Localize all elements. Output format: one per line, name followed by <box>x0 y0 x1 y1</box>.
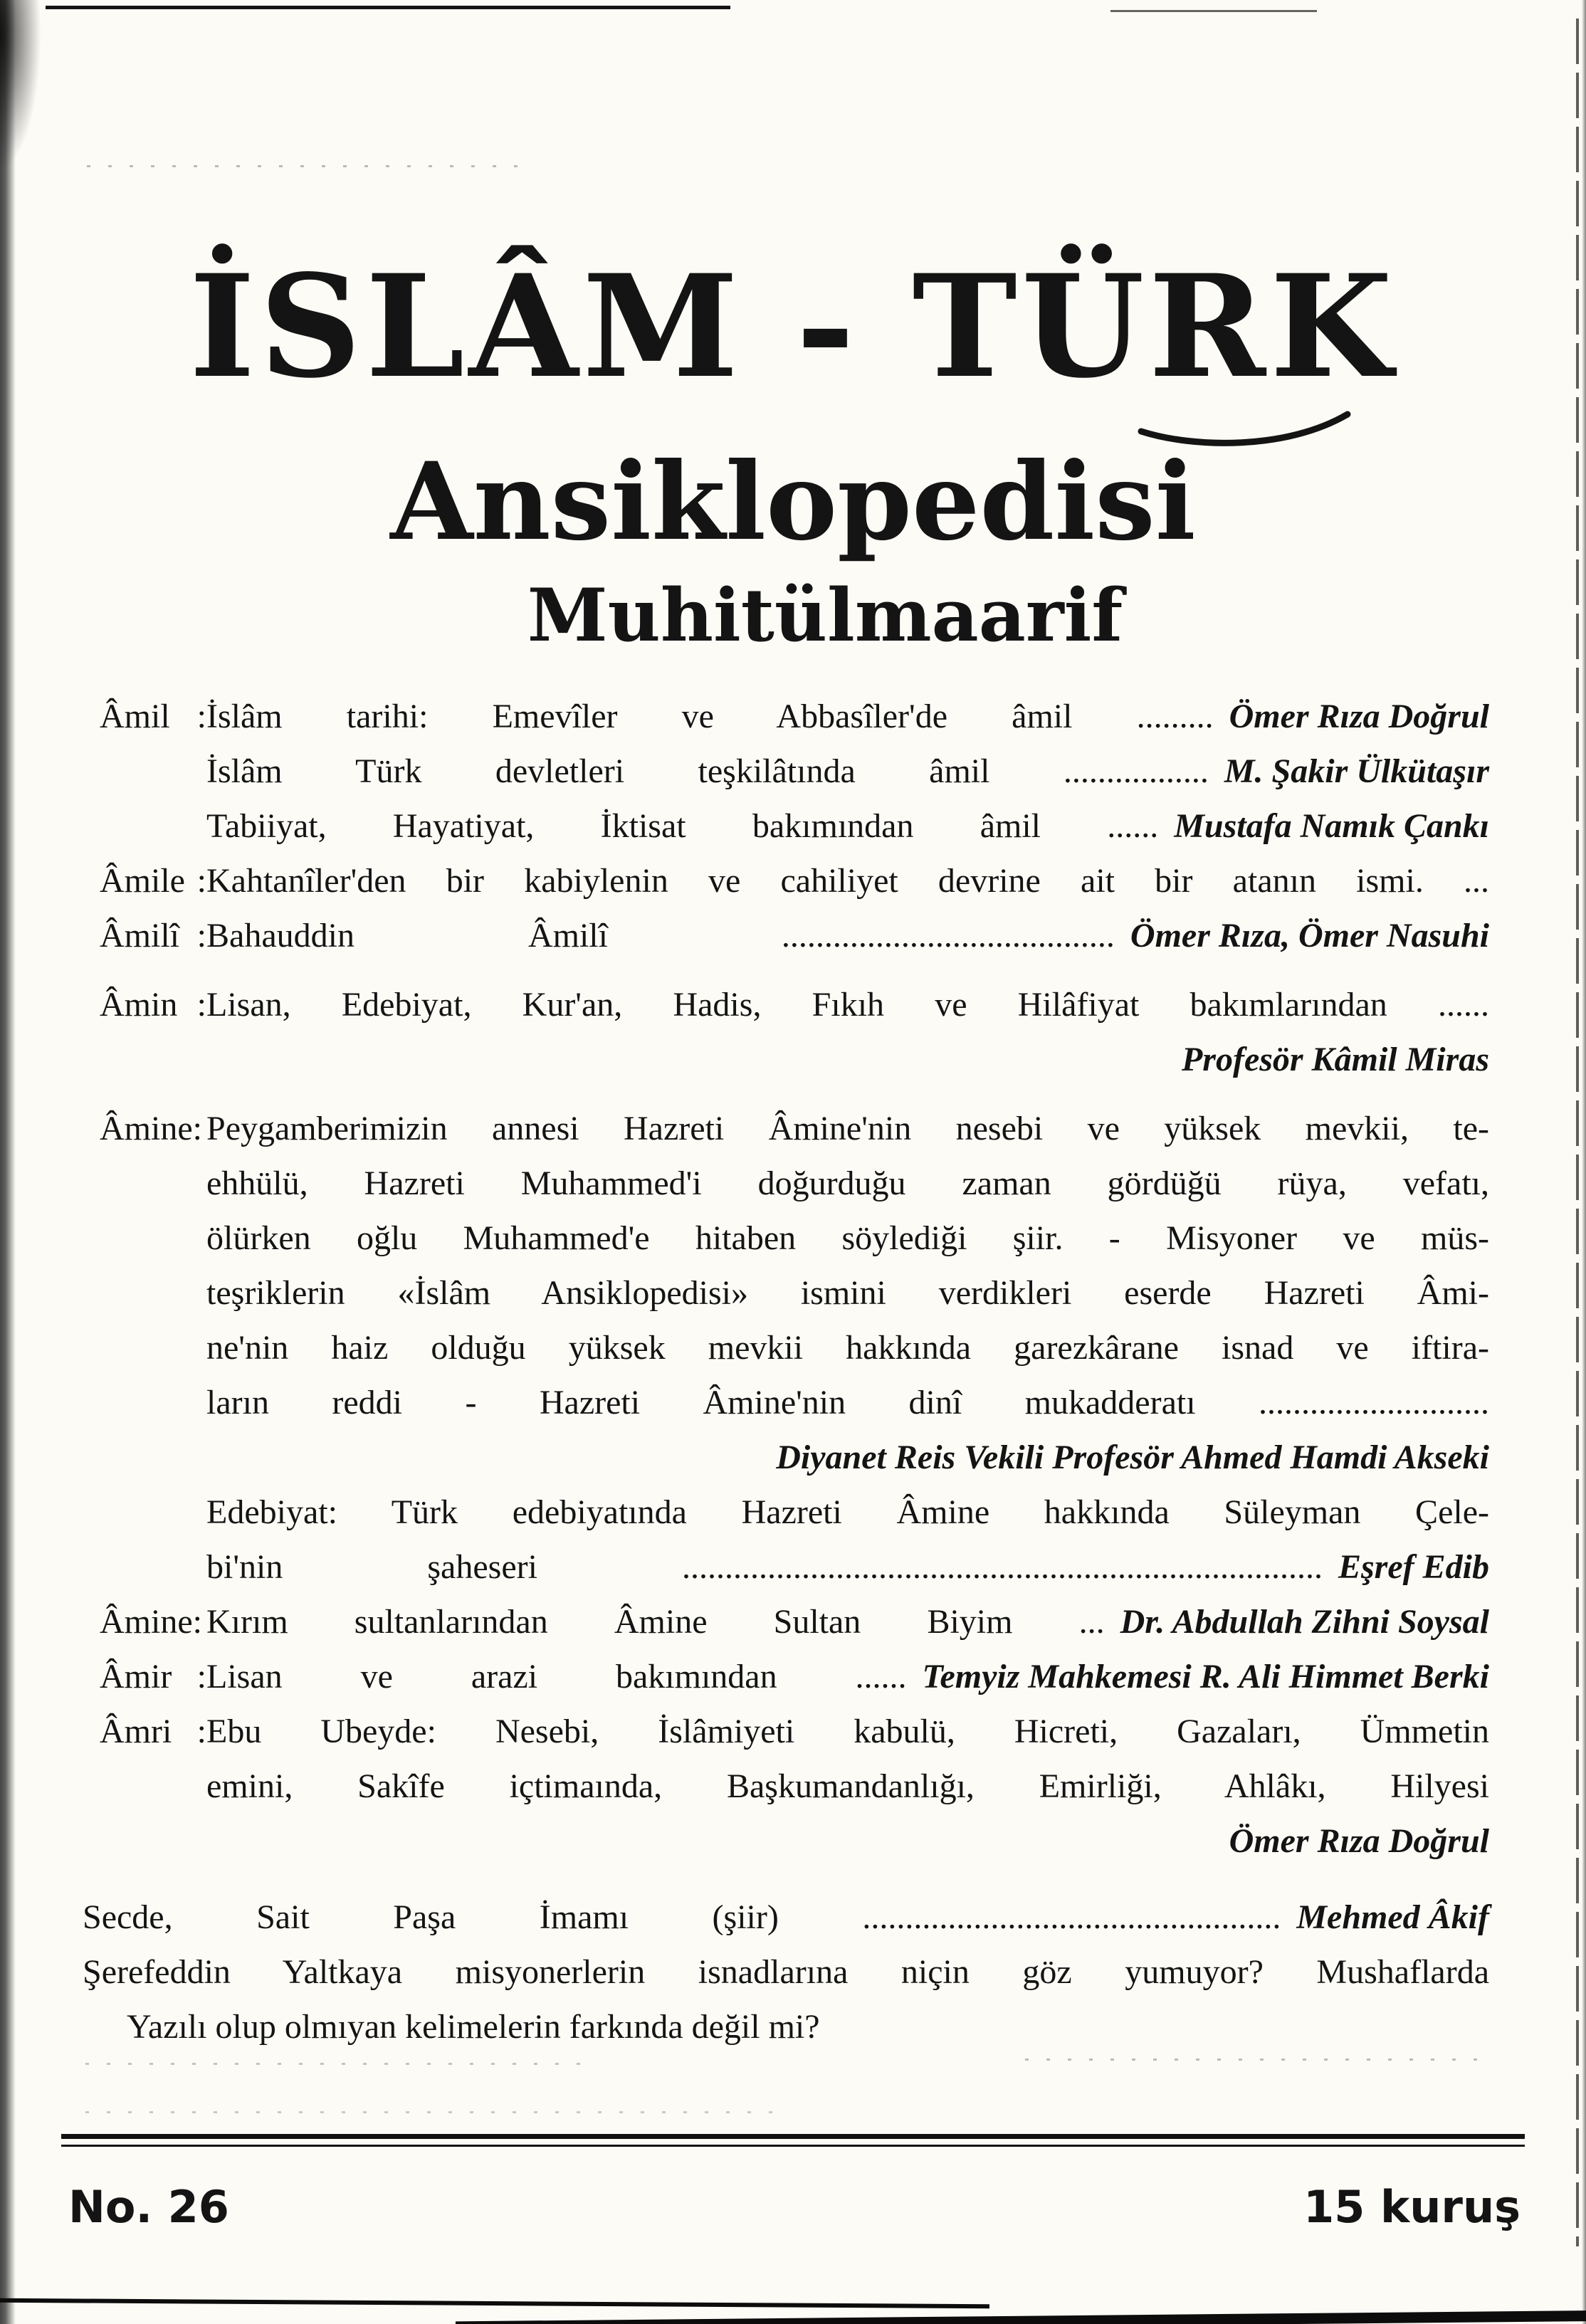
toc-line <box>100 689 1489 744</box>
closing-text: Yazılı olup olmıyan kelimelerin farkında değil mi? <box>127 2008 820 2046</box>
toc-text: Lisan ve arazi bakımından ...... <box>206 1658 907 1695</box>
toc-text: Kahtanîler'den bir kabiylenin ve cahiliyet devrine ait bir atanın ismi. ... <box>206 862 1489 900</box>
footer <box>68 2181 1521 2233</box>
toc-line <box>100 1649 1489 1704</box>
toc-line <box>100 1814 1489 1868</box>
scan-bottom-edge <box>0 2298 989 2309</box>
toc-line <box>100 1266 1489 1320</box>
price-label: 15 kuruş <box>1303 2181 1521 2233</box>
closing-block <box>83 1890 1489 2054</box>
toc-line <box>100 1759 1489 1814</box>
toc-text: Lisan, Edebiyat, Kur'an, Hadis, Fıkıh ve Hilâfiyat bakımlarından ...... <box>206 986 1489 1024</box>
toc-line <box>100 1485 1489 1540</box>
scan-bottom-edge <box>456 2310 1586 2324</box>
toc-author: Eşref Edib <box>1338 1548 1489 1586</box>
closing-line <box>83 1890 1489 1945</box>
toc-author: Diyanet Reis Vekili Profesör Ahmed Hamdi Akseki <box>776 1439 1489 1476</box>
toc-text: Bahauddin Âmilî ....................................... <box>206 917 1115 955</box>
closing-text: Secde, Sait Paşa İmamı (şiir) ................................................. <box>83 1898 1281 1936</box>
toc-term: Âmile : <box>100 862 206 900</box>
toc-line <box>100 1704 1489 1759</box>
page-subtitle: Ansiklopedisi <box>390 439 1196 564</box>
toc-line <box>100 1540 1489 1594</box>
toc-line <box>100 908 1489 963</box>
toc-author: M. Şakir Ülkütaşır <box>1224 752 1489 790</box>
toc-line <box>100 1156 1489 1211</box>
scan-top-rule-2 <box>1110 10 1317 12</box>
toc-line <box>100 1032 1489 1087</box>
toc-line <box>100 977 1489 1032</box>
toc-text: emini, Sakîfe içtimaında, Başkumandanlığı, Emirliği, Ahlâkı, Hilyesi <box>206 1767 1489 1805</box>
issue-number: No. 26 <box>68 2181 229 2233</box>
toc-term: Âmine: <box>100 1603 202 1641</box>
toc-line <box>100 744 1489 799</box>
toc-author: Ömer Rıza Doğrul <box>1229 1822 1489 1860</box>
toc-line <box>100 853 1489 908</box>
closing-line <box>83 1999 1489 2054</box>
toc-text: teşriklerin «İslâm Ansiklopedisi» ismini verdikleri eserde Hazreti Âmi- <box>206 1274 1489 1312</box>
toc-text: Peygamberimizin annesi Hazreti Âmine'nin nesebi ve yüksek mevkii, te- <box>206 1110 1489 1147</box>
toc-author: Ömer Rıza, Ömer Nasuhi <box>1130 917 1489 955</box>
toc-line <box>100 799 1489 853</box>
scan-top-rule <box>46 6 730 9</box>
toc-text: ların reddi - Hazreti Âmine'nin dinî mukadderatı ........................... <box>206 1384 1489 1421</box>
toc-text: ne'nin haiz olduğu yüksek mevkii hakkında garezkârane isnad ve iftira- <box>206 1329 1489 1367</box>
scan-noise <box>87 165 521 167</box>
toc-term: Âmri : <box>100 1713 206 1750</box>
toc-text: bi'nin şaheseri ........................................................................... <box>206 1548 1323 1586</box>
toc-line <box>100 1375 1489 1430</box>
page-title: İSLÂM - TÜRK <box>189 243 1397 409</box>
toc-author: Mustafa Namık Çankı <box>1174 807 1489 845</box>
toc-text: ehhülü, Hazreti Muhammed'i doğurduğu zaman gördüğü rüya, vefatı, <box>206 1164 1489 1202</box>
toc-line <box>100 1320 1489 1375</box>
toc-author: Temyiz Mahkemesi R. Ali Himmet Berki <box>922 1658 1489 1695</box>
toc-line <box>100 1101 1489 1156</box>
toc-term: Âmin : <box>100 986 206 1024</box>
closing-text: Şerefeddin Yaltkaya misyonerlerin isnadlarına niçin göz yumuyor? Mushaflarda <box>83 1953 1489 1991</box>
scan-noise <box>1025 2059 1488 2061</box>
toc-line <box>100 1594 1489 1649</box>
footer-double-rule <box>61 2134 1525 2147</box>
toc-author: Profesör Kâmil Miras <box>1181 1041 1489 1078</box>
toc-term: Âmine: <box>100 1110 202 1147</box>
toc-text: ölürken oğlu Muhammed'e hitaben söylediği şiir. - Misyoner ve müs- <box>206 1219 1489 1257</box>
toc-term: Âmilî : <box>100 917 206 955</box>
table-of-contents <box>100 689 1489 1868</box>
scan-noise <box>85 2111 783 2113</box>
scan-noise <box>85 2063 598 2065</box>
title-swash-flourish <box>1138 410 1351 453</box>
toc-text: İslâm Türk devletleri teşkilâtında âmil ................. <box>206 752 1209 790</box>
page-subtitle-2: Muhitülmaarif <box>527 573 1123 658</box>
toc-line <box>100 1430 1489 1485</box>
scan-corner-blob <box>0 0 41 171</box>
toc-text: İslâm tarihi: Emevîler ve Abbasîler'de âmil ......... <box>206 698 1214 735</box>
toc-term: Âmir : <box>100 1658 206 1695</box>
closing-line <box>83 1945 1489 1999</box>
toc-line <box>100 1211 1489 1266</box>
toc-text: Tabiiyat, Hayatiyat, İktisat bakımından âmil ...... <box>206 807 1159 845</box>
closing-author: Mehmed Âkif <box>1296 1898 1489 1936</box>
toc-text: Edebiyat: Türk edebiyatında Hazreti Âmine hakkında Süleyman Çele- <box>206 1493 1489 1531</box>
toc-author: Ömer Rıza Doğrul <box>1229 698 1489 735</box>
toc-term: Âmil : <box>100 698 206 735</box>
toc-text: Ebu Ubeyde: Nesebi, İslâmiyeti kabulü, Hicreti, Gazaları, Ümmetin <box>206 1713 1489 1750</box>
toc-text: Kırım sultanlarından Âmine Sultan Biyim ... <box>206 1603 1105 1641</box>
toc-author: Dr. Abdullah Zihni Soysal <box>1120 1603 1489 1641</box>
